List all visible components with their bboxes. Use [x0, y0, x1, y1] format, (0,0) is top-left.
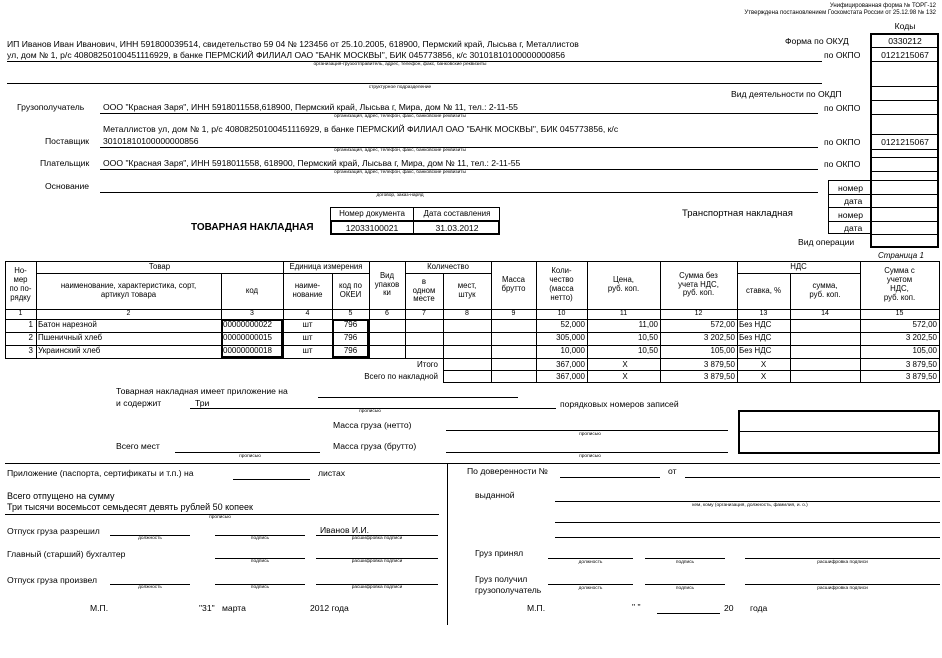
column-number: 2	[126, 309, 131, 317]
attachment-text: Товарная накладная имеет приложение на	[116, 386, 288, 396]
row-unit: шт	[302, 333, 313, 342]
date-month: марта	[222, 603, 246, 613]
released-label: Всего отпущено на сумму	[7, 491, 115, 501]
column-number: 1	[18, 309, 23, 317]
row-n: 3	[28, 346, 33, 355]
form-name: Унифицированная форма № ТОРГ-12	[829, 3, 936, 9]
th-goods: Товар	[148, 261, 171, 271]
pos-caption-1: должность	[138, 536, 162, 541]
contains-value: Три	[195, 398, 210, 408]
th-gross: Масса брутто	[501, 275, 526, 293]
okud-value: 0330212	[888, 36, 922, 46]
date-year: 2012 года	[310, 603, 349, 613]
doc-title: ТОВАРНАЯ НАКЛАДНАЯ	[191, 222, 314, 233]
itogo-net: 367,000	[556, 360, 585, 369]
column-number: 12	[694, 309, 703, 317]
okdp-label: Вид деятельности по ОКДП	[731, 89, 842, 99]
row-code: 00000000015	[223, 333, 272, 342]
row-sum: 572,00	[710, 320, 735, 329]
row-sum: 3 202,50	[703, 333, 735, 342]
column-number: 7	[422, 309, 426, 317]
contains-label: и содержит	[116, 398, 162, 408]
decode-caption-3: расшифровка подписи	[351, 585, 403, 590]
row-okei: 796	[343, 333, 358, 342]
row-price: 10,50	[637, 346, 658, 355]
got-label-1: Груз получил	[475, 574, 528, 584]
payer-label: Плательщик	[40, 158, 90, 168]
vsego-price: X	[622, 372, 628, 381]
vsego-net: 367,000	[556, 372, 585, 381]
supplier-okpo-value: 0121215067	[881, 137, 929, 147]
release-allowed-name: Иванов И.И.	[320, 525, 370, 535]
released-value: Три тысячи восемьсот семьдесят девять рублей 50 копеек	[7, 502, 253, 512]
th-unit: Единица измерения	[289, 261, 363, 271]
itogo-price: X	[622, 360, 628, 369]
sheets-label: листах	[318, 468, 346, 478]
column-number: 3	[250, 309, 254, 317]
places-caption: прописью	[239, 454, 261, 459]
places-label: Всего мест	[116, 441, 160, 451]
row-total: 572,00	[912, 320, 937, 329]
payer-value: ООО "Красная Заря", ИНН 5918011558, 618900, Пермский край, Лысьва г, Мира, дом № 11, тел.: 2-11-55	[103, 158, 521, 168]
payer-okpo-label: по ОКПО	[824, 159, 861, 169]
supplier-line1: Металлистов ул, дом № 1, р/с 40808250100451116929, в банке ПЕРМСКИЙ ФИЛИАЛ ОАО "БАНК МОСКВЫ", БИК 045773856, к/с	[103, 124, 619, 134]
column-number: 15	[895, 309, 904, 317]
basis-caption: договор, заказ-наряд	[376, 193, 424, 198]
pos-caption-4: должность	[578, 560, 603, 565]
pos-caption-5: должность	[578, 586, 603, 591]
decode-caption-5: расшифровка подписи	[817, 586, 868, 591]
issued-caption: кем, кому (организация, должность, фамилия, и. о.)	[692, 503, 808, 508]
date-20: 20	[724, 603, 734, 613]
shipper-line2: ул, дом № 1, р/с 40808250100451116929, в банке ПЕРМСКИЙ ФИЛИАЛ ОАО "БАНК МОСКВЫ", БИК 045773856, к/с 30101810100000000856	[7, 50, 566, 60]
mass-gross-caption: прописью	[579, 454, 601, 459]
vsego-label: Всего по накладной	[364, 372, 438, 381]
th-net: Коли- чество (масса нетто)	[549, 266, 574, 302]
th-qty-places: мест, штук	[457, 281, 477, 299]
form-approval: Утверждена постановлением Госкомстата России от 25.12.98 № 132	[744, 10, 936, 16]
decode-caption-4: расшифровка подписи	[817, 560, 868, 565]
operation-label: Вид операции	[798, 237, 855, 247]
vsego-sum: 3 879,50	[703, 372, 735, 381]
row-rate: Без НДС	[739, 346, 772, 355]
shipper-line1: ИП Иванов Иван Иванович, ИНН 591800039514, свидетельство 59 04 № 123456 от 25.10.2005, 618900, Пермский край, Лысьва г, Металлистов	[7, 39, 579, 49]
page-number: Страница 1	[878, 251, 924, 260]
sig-caption-5: подпись	[675, 586, 695, 591]
column-number: 4	[305, 309, 310, 317]
doc-number: 12033100021	[345, 223, 399, 233]
doc-date-header: Дата составления	[423, 209, 491, 218]
contains-caption: прописью	[359, 409, 381, 414]
th-unit-name: наиме- нование	[292, 281, 323, 299]
th-num: Но- мер по по- рядку	[9, 266, 32, 302]
row-code: 00000000018	[223, 346, 272, 355]
row-net: 10,000	[560, 346, 585, 355]
mass-net-caption: прописью	[579, 432, 601, 437]
mp-left: М.П.	[90, 603, 109, 613]
row-price: 10,50	[637, 333, 658, 342]
consignee-label: Грузополучатель	[17, 102, 85, 112]
th-qty: Количество	[427, 261, 469, 271]
proxy-label: По доверенности №	[467, 466, 548, 476]
th-goods-name: наименование, характеристика, сорт, артикул товара	[60, 281, 197, 299]
supplier-caption: организация, адрес, телефон, факс, банковские реквизиты	[334, 148, 466, 153]
okud-label: Форма по ОКУД	[785, 36, 849, 46]
basis-number-label: номер	[838, 183, 863, 193]
received-label: Груз принял	[475, 548, 524, 558]
row-name: Батон нарезной	[38, 320, 97, 329]
supplier-label: Поставщик	[45, 136, 90, 146]
records-label: порядковых номеров записей	[560, 399, 679, 409]
mass-gross-label: Масса груза (брутто)	[333, 441, 417, 451]
supplier-line2: 30101810100000000856	[103, 136, 199, 146]
row-rate: Без НДС	[739, 333, 772, 342]
row-price: 11,00	[638, 320, 658, 329]
th-vat-sum: сумма, руб. коп.	[809, 281, 841, 299]
released-by-label: Отпуск груза произвел	[7, 575, 98, 585]
column-number: 14	[821, 309, 829, 317]
itogo-total: 3 879,50	[905, 360, 937, 369]
row-total: 105,00	[912, 346, 937, 355]
appendix-label: Приложение (паспорта, сертификаты и т.п.) на	[7, 468, 194, 478]
vsego-rate: X	[760, 372, 767, 381]
release-allowed-label: Отпуск груза разрешил	[7, 526, 100, 536]
vsego-total: 3 879,50	[905, 372, 937, 381]
column-number: 8	[465, 309, 469, 317]
transport-label: Транспортная накладная	[682, 208, 793, 219]
shipper-caption: организация-грузоотправитель, адрес, телефон, факс, банковские реквизиты	[313, 62, 487, 67]
transport-date-label: дата	[844, 223, 863, 233]
decode-caption-2: расшифровка подписи	[351, 559, 403, 564]
date-day: "31"	[199, 603, 215, 613]
date-quotes: " "	[632, 602, 641, 612]
row-rate: Без НДС	[739, 320, 772, 329]
row-okei: 796	[343, 320, 358, 329]
chief-accountant-label: Главный (старший) бухгалтер	[7, 549, 126, 559]
row-n: 2	[28, 333, 33, 342]
mass-box	[738, 410, 940, 454]
doc-date: 31.03.2012	[435, 223, 479, 233]
consignee-value: ООО "Красная Заря", ИНН 5918011558,618900, Пермский край, Лысьва г, Мира, дом № 11, тел.: 2-11-55	[103, 102, 518, 112]
row-net: 52,000	[560, 320, 585, 329]
th-unit-okei: код по ОКЕИ	[339, 281, 362, 299]
th-qty-one: в одном месте	[412, 276, 436, 304]
sig-caption-2: подпись	[250, 559, 270, 564]
itogo-sum: 3 879,50	[703, 360, 735, 369]
sig-caption-1: подпись	[250, 536, 270, 541]
payer-caption: организация, адрес, телефон, факс, банковские реквизиты	[334, 170, 466, 175]
consignee-caption: организация, адрес, телефон, факс, банковские реквизиты	[334, 114, 466, 119]
th-vat-rate: ставка, %	[745, 285, 782, 295]
row-name: Пшеничный хлеб	[38, 333, 103, 342]
row-net: 305,000	[556, 333, 585, 342]
row-unit: шт	[302, 346, 313, 355]
got-label-2: грузополучатель	[475, 585, 542, 595]
row-n: 1	[28, 320, 33, 329]
itogo-rate: X	[760, 360, 767, 369]
pos-caption-3: должность	[138, 585, 162, 590]
mass-net-label: Масса груза (нетто)	[333, 420, 412, 430]
row-name: Украинский хлеб	[38, 346, 101, 355]
th-goods-code: код	[245, 285, 259, 295]
th-pack: Вид упаков ки	[374, 270, 400, 298]
sig-caption-3: подпись	[250, 585, 270, 590]
date-goda: года	[750, 603, 768, 613]
row-sum: 105,00	[710, 346, 735, 355]
column-number: 10	[557, 309, 566, 317]
column-number: 13	[759, 309, 768, 317]
released-caption: прописью	[209, 515, 231, 520]
itogo-label: Итого	[417, 360, 438, 369]
okpo-label: по ОКПО	[824, 50, 861, 60]
codes-label: Коды	[894, 21, 916, 31]
division-caption: структурное подразделение	[368, 85, 432, 90]
basis-label: Основание	[45, 181, 90, 191]
row-total: 3 202,50	[905, 333, 937, 342]
okpo-value: 0121215067	[881, 50, 929, 60]
row-unit: шт	[302, 320, 313, 329]
column-number: 9	[511, 309, 516, 317]
th-vat: НДС	[790, 261, 807, 271]
doc-number-header: Номер документа	[339, 209, 405, 218]
supplier-okpo-label: по ОКПО	[824, 137, 861, 147]
consignee-okpo-label: по ОКПО	[824, 103, 861, 113]
column-number: 11	[619, 309, 628, 317]
column-number: 6	[385, 309, 389, 317]
from-label: от	[668, 466, 677, 476]
th-price: Цена, руб. коп.	[607, 275, 640, 293]
transport-number-label: номер	[838, 210, 863, 220]
issued-label: выданной	[475, 490, 515, 500]
row-okei: 796	[343, 346, 358, 355]
basis-date-label: дата	[844, 196, 863, 206]
th-sum-novat: Сумма без учета НДС, руб. коп.	[678, 270, 719, 298]
column-number: 5	[348, 309, 353, 317]
mp-right: М.П.	[527, 603, 546, 613]
decode-caption-1: расшифровка подписи	[351, 536, 403, 541]
sig-caption-4: подпись	[675, 560, 695, 565]
row-code: 00000000022	[223, 320, 272, 329]
th-total: Сумма с учетом НДС, руб. коп.	[883, 266, 916, 302]
